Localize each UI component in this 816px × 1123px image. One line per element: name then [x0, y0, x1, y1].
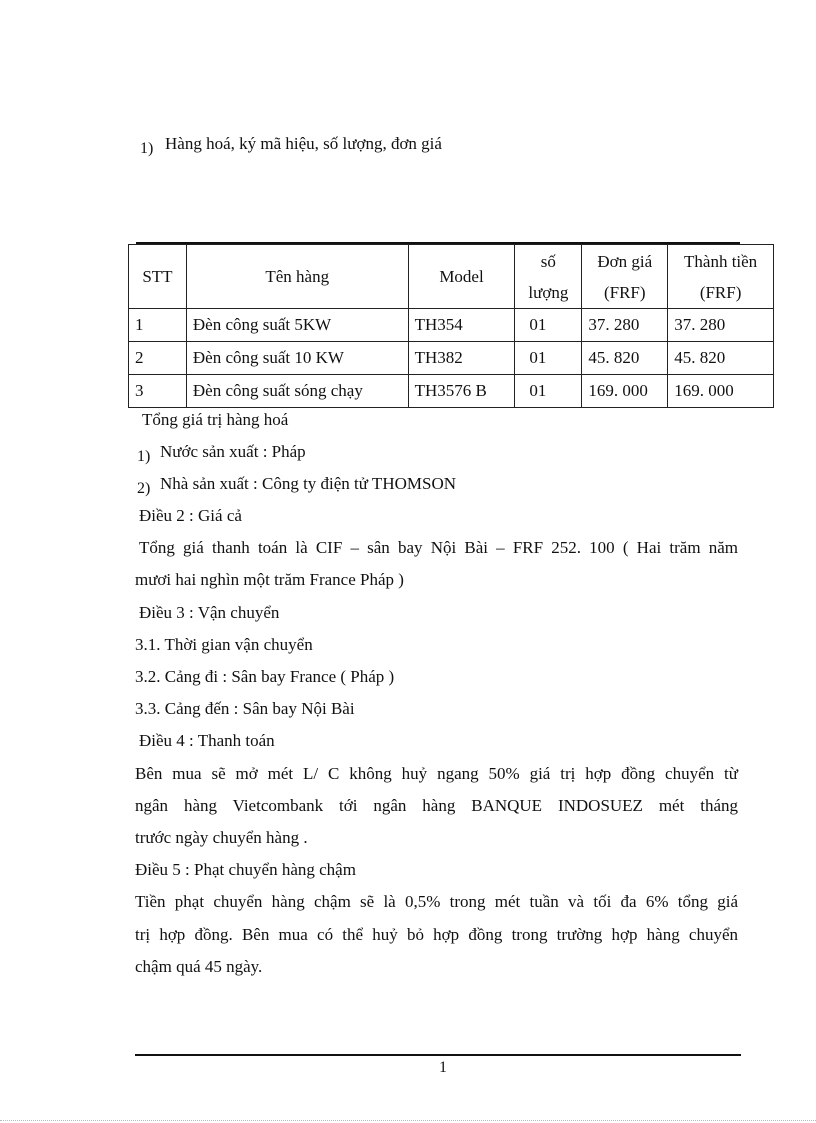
- cell-unit-price: 169. 000: [582, 375, 668, 408]
- header-name: Tên hàng: [186, 245, 408, 309]
- origin-number: 1): [137, 448, 151, 465]
- article5-title: Điều 5 : Phạt chuyển hàng chậm: [135, 860, 356, 879]
- table-row: [129, 309, 774, 342]
- header-total-line2: (FRF): [699, 282, 742, 302]
- article3-item1: 3.1. Thời gian vận chuyển: [135, 635, 313, 654]
- origin-text: Nước sản xuất : Pháp: [160, 442, 306, 461]
- article2-line1: Tổng giá thanh toán là CIF – sân bay Nội Bài – FRF 252. 100 ( Hai trăm năm: [139, 538, 738, 557]
- table-row: [129, 342, 774, 375]
- article4-line2: ngân hàng Vietcombank tới ngân hàng BANQUE INDOSUEZ mét tháng: [135, 796, 738, 815]
- cell-name: Đèn công suất 5KW: [186, 309, 408, 342]
- article4-line1: Bên mua sẽ mở mét L/ C không huỷ ngang 50% giá trị hợp đồng chuyển từ: [135, 764, 738, 783]
- article2-line2: mươi hai nghìn một trăm France Pháp ): [135, 570, 404, 589]
- cell-model: TH382: [408, 342, 515, 375]
- manufacturer-text: Nhà sản xuất : Công ty điện tử THOMSON: [160, 474, 456, 493]
- manufacturer-number: 2): [137, 480, 151, 497]
- article3-title: Điều 3 : Vận chuyển: [139, 603, 280, 622]
- header-quantity-line2: lượng: [528, 282, 569, 302]
- section-heading: Hàng hoá, ký mã hiệu, số lượng, đơn giá: [165, 134, 442, 153]
- article3-item3: 3.3. Cảng đến : Sân bay Nội Bài: [135, 699, 355, 718]
- cell-quantity: 01: [515, 309, 582, 342]
- cell-stt: 3: [129, 375, 187, 408]
- header-stt: STT: [129, 245, 187, 309]
- article4-line3: trước ngày chuyển hàng .: [135, 828, 308, 847]
- goods-table: [128, 244, 774, 408]
- page-edge-divider: [0, 1120, 816, 1121]
- footer-rule: [135, 1054, 741, 1056]
- total-value-label: Tổng giá trị hàng hoá: [142, 410, 289, 429]
- header-unit-price: [582, 245, 668, 309]
- header-quantity: [515, 245, 582, 309]
- header-model: Model: [408, 245, 515, 309]
- article3-item2: 3.2. Cảng đi : Sân bay France ( Pháp ): [135, 667, 395, 686]
- page-number: 1: [439, 1059, 447, 1076]
- cell-stt: 2: [129, 342, 187, 375]
- article5-line2: trị hợp đồng. Bên mua có thể huỷ bỏ hợp đồng trong trường hợp hàng chuyển: [135, 925, 738, 944]
- section-number: 1): [140, 140, 154, 157]
- cell-model: TH3576 B: [408, 375, 515, 408]
- cell-unit-price: 37. 280: [582, 309, 668, 342]
- header-total-line1: Thành tiền: [684, 251, 758, 271]
- cell-total: 37. 280: [668, 309, 774, 342]
- article5-line1: Tiền phạt chuyển hàng chậm sẽ là 0,5% trong mét tuần và tối đa 6% tổng giá: [135, 892, 738, 911]
- header-unit-price-line2: (FRF): [603, 282, 646, 302]
- cell-total: 45. 820: [668, 342, 774, 375]
- header-total: [668, 245, 774, 309]
- header-quantity-line1: số: [540, 251, 556, 271]
- cell-name: Đèn công suất 10 KW: [186, 342, 408, 375]
- article5-line3: chậm quá 45 ngày.: [135, 957, 263, 976]
- article4-title: Điều 4 : Thanh toán: [139, 731, 275, 750]
- article2-title: Điều 2 : Giá cả: [139, 506, 242, 525]
- cell-total: 169. 000: [668, 375, 774, 408]
- cell-unit-price: 45. 820: [582, 342, 668, 375]
- cell-name: Đèn công suất sóng chạy: [186, 375, 408, 408]
- table-header-row: [129, 245, 774, 309]
- cell-quantity: 01: [515, 342, 582, 375]
- cell-model: TH354: [408, 309, 515, 342]
- cell-stt: 1: [129, 309, 187, 342]
- header-unit-price-line1: Đơn giá: [597, 251, 653, 271]
- table-row: [129, 375, 774, 408]
- cell-quantity: 01: [515, 375, 582, 408]
